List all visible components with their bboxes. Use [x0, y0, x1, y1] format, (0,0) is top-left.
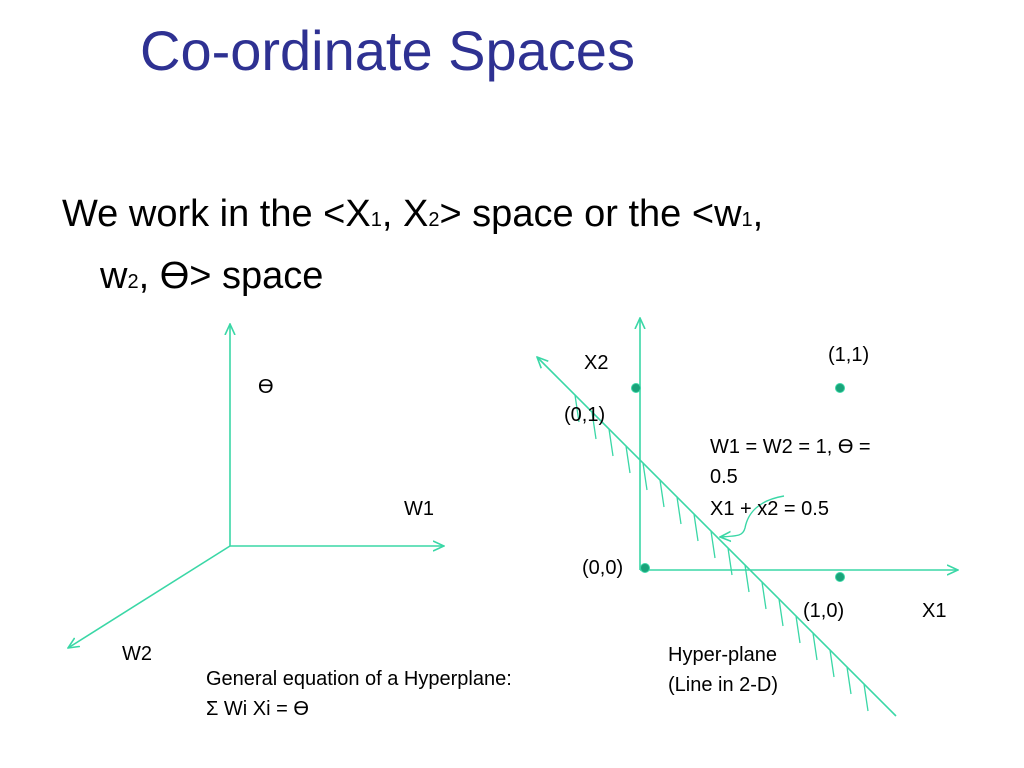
point-label-0-0: (0,0) [582, 557, 624, 579]
point-0-1 [632, 384, 641, 393]
point-1-0 [836, 573, 845, 582]
subscript: 2 [127, 271, 139, 293]
point-label-1-1: (1,1) [828, 344, 870, 366]
w2-axis-label: W2 [122, 643, 152, 665]
bullet-part: , [752, 193, 764, 235]
bullet-part: , ϴ> space [138, 255, 324, 297]
subscript: 2 [428, 209, 440, 231]
weight-space-axes [68, 324, 444, 648]
bullet-part: We work in the <X [62, 193, 371, 235]
bullet-part: , X [381, 193, 429, 235]
point-0-0 [641, 564, 650, 573]
equation-line1: W1 = W2 = 1, ϴ = [710, 436, 871, 458]
theta-axis-label: ϴ [258, 376, 274, 398]
hyperplane-label-line2: (Line in 2-D) [668, 674, 779, 696]
w1-axis-label: W1 [404, 498, 434, 520]
x2-axis-label: X2 [584, 352, 609, 374]
subscript: 1 [370, 209, 382, 231]
hyperplane-caption-line2: Σ Wi Xi = ϴ [206, 698, 309, 720]
equation-line2: 0.5 [710, 466, 738, 488]
point-label-0-1: (0,1) [564, 404, 606, 426]
w2-axis [68, 546, 230, 648]
hyperplane-label-line1: Hyper-plane [668, 644, 777, 666]
slide-title: Co-ordinate Spaces [140, 19, 635, 82]
point-1-1 [836, 384, 845, 393]
point-label-1-0: (1,0) [803, 600, 845, 622]
bullet-part: > space or the <w [439, 193, 742, 235]
bullet-part: w [100, 255, 128, 297]
subscript: 1 [741, 209, 753, 231]
x1-axis-label: X1 [922, 600, 947, 622]
equation-line3: X1 + x2 = 0.5 [710, 498, 829, 520]
hyperplane-caption-line1: General equation of a Hyperplane: [206, 668, 512, 690]
